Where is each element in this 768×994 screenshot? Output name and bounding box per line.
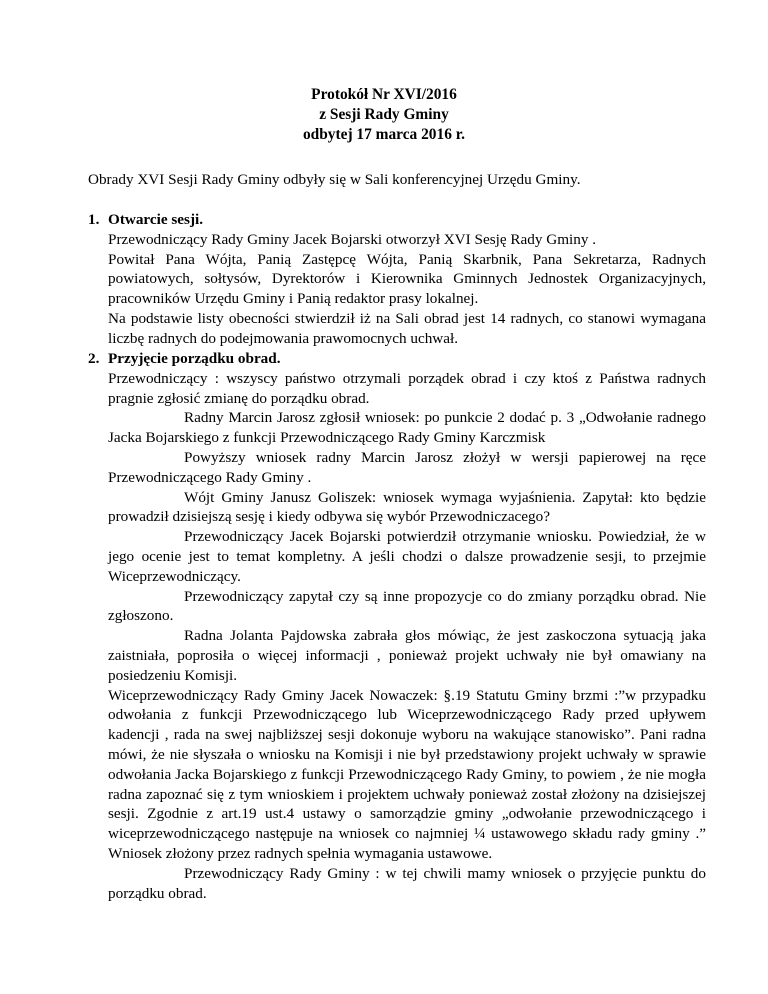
paragraph: Przewodniczący : wszyscy państwo otrzymali porządek obrad i czy ktoś z Państwa radnych pragnie zgłosić zmianę do porządku obrad. [108, 369, 706, 407]
paragraph: Na podstawie listy obecności stwierdził iż na Sali obrad jest 14 radnych, co stanowi wymagana liczbę radnych do podejmowania prawomocnych uchwał. [108, 309, 706, 347]
section-title: Otwarcie sesji. [108, 211, 204, 228]
paragraph: Przewodniczący Jacek Bojarski potwierdził otrzymanie wniosku. Powiedział, że w jego ocenie jest to temat kompletny. A jeśli chodzi o dalsze prowadzenie sesji, to przejmie Wiceprzewodniczący. [108, 528, 706, 585]
paragraph: Wójt Gminy Janusz Goliszek: wniosek wymaga wyjaśnienia. Zapytał: kto będzie prowadził dzisiejszą sesję i kiedy odbywa się wybór Przewodniczacego? [108, 488, 706, 526]
paragraph: Przewodniczący zapytał czy są inne propozycje co do zmiany porządku obrad. Nie zgłoszono. [108, 587, 706, 625]
section-heading [88, 210, 706, 230]
section-number: 1. [88, 211, 100, 228]
paragraph: Powyższy wniosek radny Marcin Jarosz złożył w wersji papierowej na ręce Przewodniczącego Rady Gminy . [108, 448, 706, 486]
title-line-1: Protokół Nr XVI/2016 [311, 86, 457, 103]
section-number: 2. [88, 350, 100, 367]
paragraph: Wiceprzewodniczący Rady Gminy Jacek Nowaczek: §.19 Statutu Gminy brzmi :”w przypadku odwołania z funkcji Przewodniczącego lub Wiceprzewodniczącego Rady przed upływem kadencji , rada na swej najbliższej sesji dokonuje wyboru na wakujące stanowisko”. Pani radna mówi, że nie słyszała o wniosku na Komisji i nie był przedstawiony projekt uchwały w sprawie odwołania Jacka Bojarskiego z funkcji Przewodniczącego Rady Gminy, to powiem , że nie mogła radna zapoznać się z tym wnioskiem i projektem uchwały ponieważ został złożony na dzisiejszej sesji. Zgodnie z art.19 ust.4 ustawy o samorządzie gminy „odwołanie przewodniczącego i wiceprzewodniczącego następuje na wniosek co najmniej ¼ ustawowego składu rady gminy .” Wniosek złożony przez radnych spełnia wymagania ustawowe. [108, 686, 706, 862]
section-opening [88, 210, 706, 349]
paragraph: Radna Jolanta Pajdowska zabrała głos mówiąc, że jest zaskoczona sytuacją jaka zaistniała, poprosiła o więcej informacji , ponieważ projekt uchwały nie był omawiany na posiedzeniu Komisji. [108, 627, 706, 684]
title-line-3: odbytej 17 marca 2016 r. [302, 126, 465, 143]
section-title: Przyjęcie porządku obrad. [108, 350, 281, 367]
paragraph: Powitał Pana Wójta, Panią Zastępcę Wójta, Panią Skarbnik, Pana Sekretarza, Radnych powiatowych, sołtysów, Dyrektorów i Kierownika Gminnych Jednostek Organizacyjnych, pracowników Urzędu Gminy i Panią redaktor prasy lokalnej. [108, 250, 706, 308]
intro-paragraph: Obrady XVI Sesji Rady Gminy odbyły się w Sali konferencyjnej Urzędu Gminy. [88, 171, 581, 188]
paragraph: Przewodniczący Rady Gminy Jacek Bojarski otworzył XVI Sesję Rady Gminy . [108, 230, 597, 248]
paragraph: Radny Marcin Jarosz zgłosił wniosek: po punkcie 2 dodać p. 3 „Odwołanie radnego Jacka Bojarskiego z funkcji Przewodniczącego Rady Gminy Karczmisk [108, 409, 706, 447]
section-heading [88, 349, 706, 369]
title-line-2: z Sesji Rady Gminy [319, 106, 449, 123]
paragraph: Przewodniczący Rady Gminy : w tej chwili mamy wniosek o przyjęcie punktu do porządku obrad. [108, 864, 706, 902]
document-title [0, 85, 768, 145]
section-agenda [88, 349, 706, 903]
